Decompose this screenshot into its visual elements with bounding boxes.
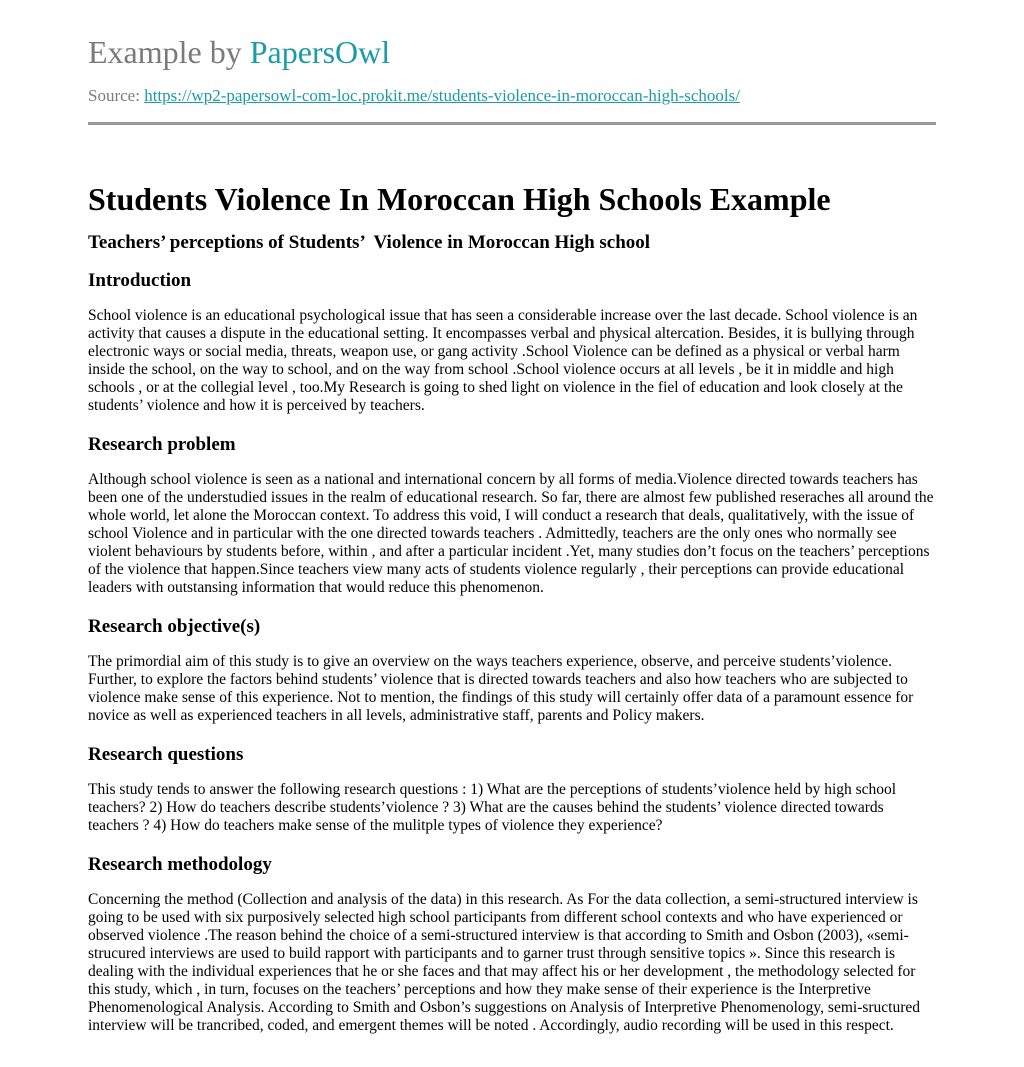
brand-header — [88, 0, 938, 72]
section-research-questions — [88, 742, 938, 835]
section-body: This study tends to answer the following research questions : 1) What are the perceptions of students’violence held by high school teachers? 2) How do teachers describe students’violence ? 3) What are the causes behind the students’ violence directed towards teachers ? 4) How do teachers make sense of the mulitple types of violence they experience? — [88, 781, 897, 834]
section-heading: Research objective(s) — [88, 616, 261, 637]
section-body: Although school violence is seen as a national and international concern by all forms of media.Violence directed towards teachers has been one of the understudied issues in the realm of educational research. So far, there are almost few published reseraches all around the whole world, let alone the Moroccan context. To address this void, I will conduct a research that deals, qualitatively, with the issue of school Violence and in particular with the one directed towards teachers . Admittedly, teachers are the only ones who normally see violent behaviours by students before, within , and after a particular incident .Yet, many studies don’t focus on the teachers’ perceptions of the violence that happen.Since teachers view many acts of students violence regularly , their perceptions can provide educational leaders with outstansing information that would reduce this phenomenon. — [88, 471, 934, 596]
section-body: Concerning the method (Collection and analysis of the data) in this research. As For the data collection, a semi-structured interview is going to be used with six purposively selected high school participants from different school contexts and who have experienced or observed violence .The reason behind the choice of a semi-structured interview is that according to Smith and Osbon (2003), «semi-strucured interviews are used to build rapport with participants and to garner trust through sensitive topics ». Since this research is dealing with the individual experiences that he or she faces and that may affect his or her development , the methodology selected for this study, which , in turn, focuses on the teachers’ perceptions and how they make sense of their experience is the Interpretive Phenomenological Analysis. According to Smith and Osbon’s suggestions on Analysis of Interpretive Phenomenology, semi-sructured interview will be trancribed, coded, and emergent themes will be noted . Accordingly, audio recording will be used in this respect. — [88, 891, 921, 1034]
document-page — [88, 0, 938, 1035]
section-heading: Introduction — [88, 270, 192, 291]
section-research-problem — [88, 432, 938, 597]
section-body: The primordial aim of this study is to give an overview on the ways teachers experience, observe, and perceive students’violence. Further, to explore the factors behind students’ violence that is directed towards teachers and also how teachers who are subjected to violence make sense of this experience. Not to mention, the findings of this study will certainly offer data of a paramount essence for novice as well as experienced teachers in all levels, administrative staff, parents and Policy makers. — [88, 653, 914, 724]
page-title: Students Violence In Moroccan High Schools Example — [88, 181, 831, 217]
section-heading: Research problem — [88, 434, 236, 455]
document-subtitle: Teachers’ perceptions of Students’ Violence in Moroccan High school — [88, 232, 651, 253]
brand-name[interactable]: PapersOwl — [249, 34, 391, 70]
source-line — [88, 85, 938, 107]
section-research-methodology — [88, 852, 938, 1035]
source-label: Source: — [88, 86, 140, 105]
section-research-objectives — [88, 614, 938, 725]
section-heading: Research questions — [88, 744, 244, 765]
section-body: School violence is an educational psychological issue that has seen a considerable increase over the last decade. School violence is an activity that causes a dispute in the educational setting. It encompasses verbal and physical altercation. Besides, it is bullying through electronic ways or social media, threats, weapon use, or gang activity .School Violence can be defined as a physical or verbal harm inside the school, on the way to school, and on the way from school .School violence occurs at all levels , be it in middle and high schools , or at the collegial level , too.My Research is going to shed light on violence in the fiel of education and look closely at the students’ violence and how it is perceived by teachers. — [88, 307, 918, 414]
header-divider — [88, 122, 936, 125]
section-heading: Research methodology — [88, 854, 272, 875]
brand-prefix: Example by — [88, 34, 242, 70]
section-introduction — [88, 268, 938, 415]
source-link[interactable]: https://wp2-papersowl-com-loc.prokit.me/students-violence-in-moroccan-high-schools/ — [144, 86, 740, 105]
